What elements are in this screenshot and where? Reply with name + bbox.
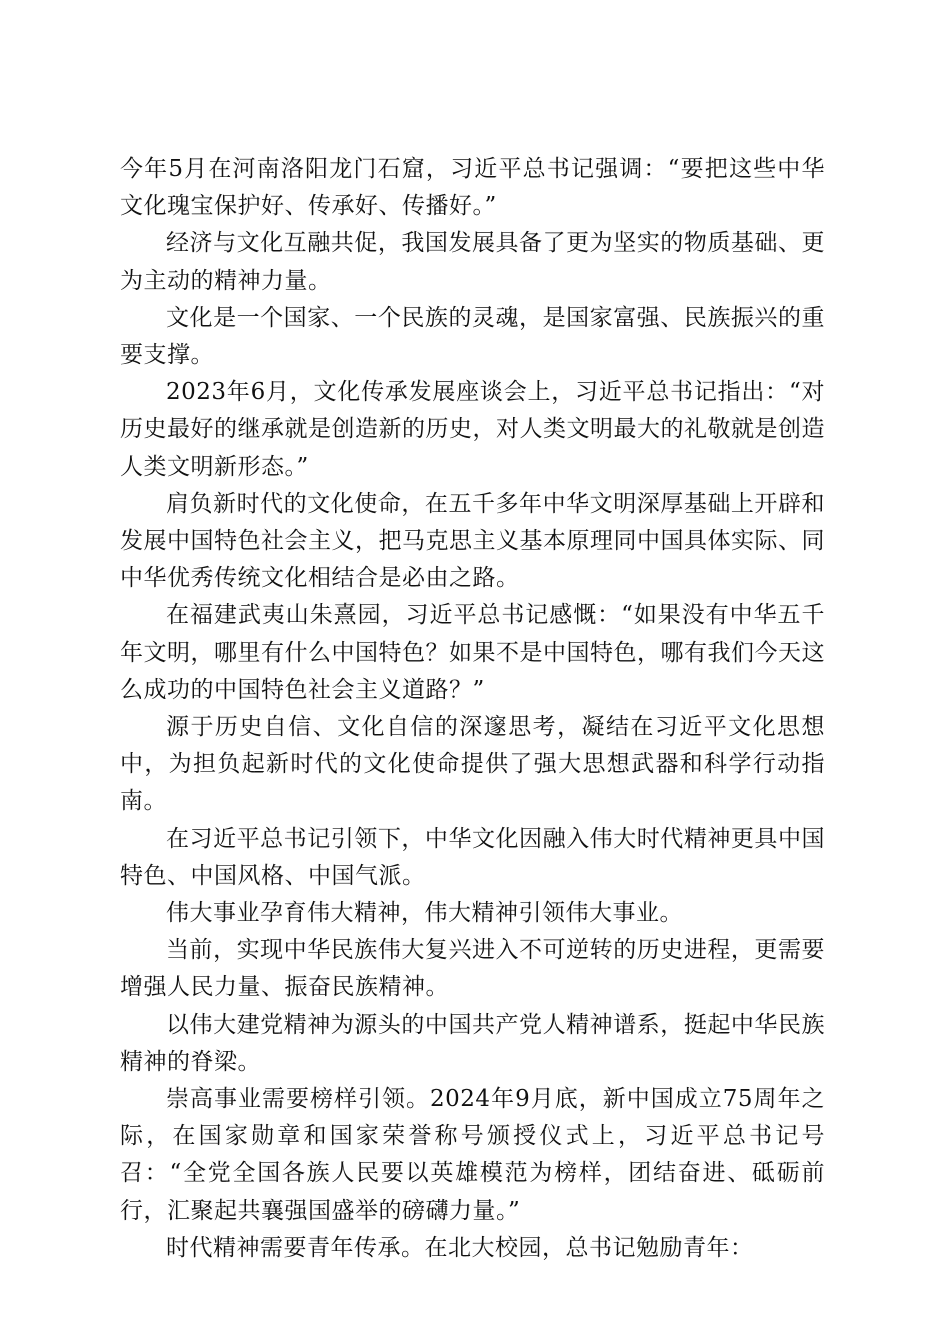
paragraph-9: 伟大事业孕育伟大精神，伟大精神引领伟大事业。	[166, 900, 683, 927]
paragraph-10: 当前，实现中华民族伟大复兴进入不可逆转的历史进程，更需要增强人民力量、振奋民族精神。	[120, 937, 825, 1001]
paragraph-11: 以伟大建党精神为源头的中国共产党人精神谱系，挺起中华民族精神的脊梁。	[120, 1011, 825, 1075]
document-page	[120, 151, 825, 1267]
paragraph-5: 肩负新时代的文化使命，在五千多年中华文明深厚基础上开辟和发展中国特色社会主义，把马克思主义基本原理同中国具体实际、同中华优秀传统文化相结合是必由之路。	[120, 490, 825, 592]
paragraph-1: 今年5月在河南洛阳龙门石窟，习近平总书记强调：“要把这些中华文化瑰宝保护好、传承好、传播好。”	[120, 156, 825, 220]
paragraph-6: 在福建武夷山朱熹园，习近平总书记感慨：“如果没有中华五千年文明，哪里有什么中国特色？如果不是中国特色，哪有我们今天这么成功的中国特色社会主义道路？”	[120, 602, 825, 703]
paragraph-13: 时代精神需要青年传承。在北大校园，总书记勉励青年：	[166, 1234, 754, 1261]
paragraph-8: 在习近平总书记引领下，中华文化因融入伟大时代精神更具中国特色、中国风格、中国气派。	[120, 825, 825, 889]
paragraph-2: 经济与文化互融共促，我国发展具备了更为坚实的物质基础、更为主动的精神力量。	[120, 230, 825, 294]
paragraph-12: 崇高事业需要榜样引领。2024年9月底，新中国成立75周年之际，在国家勋章和国家荣誉称号颁授仪式上，习近平总书记号召：“全党全国各族人民要以英雄模范为榜样，团结奋进、砥砺前行，汇聚起共襄强国盛举的磅礴力量。”	[120, 1086, 825, 1224]
paragraph-4: 2023年6月，文化传承发展座谈会上，习近平总书记指出：“对历史最好的继承就是创造新的历史，对人类文明最大的礼敬就是创造人类文明新形态。”	[120, 379, 825, 480]
paragraph-3: 文化是一个国家、一个民族的灵魂，是国家富强、民族振兴的重要支撑。	[120, 304, 825, 369]
paragraph-7: 源于历史自信、文化自信的深邃思考，凝结在习近平文化思想中，为担负起新时代的文化使命提供了强大思想武器和科学行动指南。	[120, 714, 825, 815]
